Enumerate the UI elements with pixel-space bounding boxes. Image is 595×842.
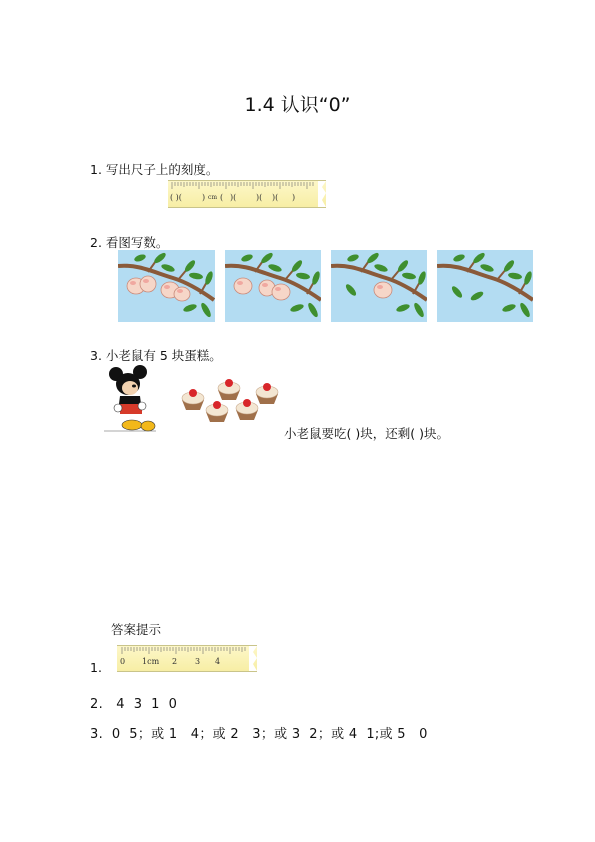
ruler-blank-4: )(	[230, 193, 237, 202]
ruler-blank-3: (	[220, 193, 224, 202]
peach-branch-illustration	[118, 250, 215, 322]
cupcake-icon	[218, 379, 240, 400]
ruler-blank-6: )(	[272, 193, 279, 202]
cupcake-icon	[236, 399, 258, 420]
cupcake-icons	[178, 378, 282, 426]
question-3-blank: 小老鼠要吃( )块，还剩( )块。	[284, 426, 449, 441]
peach-branch-illustration	[331, 250, 427, 322]
peach-branch-image-2	[225, 250, 321, 322]
ruler-blank-0: ( )(	[170, 193, 182, 202]
answer-3: 3. 0 5；或 1 4；或 2 3；或 3 2；或 4 1;或 5 0	[90, 727, 428, 742]
ruler-blank-7: )	[292, 193, 296, 202]
peach-branch-illustration	[437, 250, 533, 322]
question-1: 1. 写出尺子上的刻度。	[90, 162, 219, 177]
mouse-illustration	[104, 364, 156, 434]
answers-heading: 答案提示	[111, 622, 162, 637]
ruler-mark-3: 3	[195, 657, 201, 666]
question-3: 3. 小老鼠有 5 块蛋糕。	[90, 348, 222, 363]
ruler-ticks	[168, 181, 326, 207]
cupcake-icon	[182, 389, 204, 410]
cupcake-icon	[256, 383, 278, 404]
cupcake-icon	[206, 401, 228, 422]
ruler-question	[168, 180, 326, 208]
peach-branch-image-1	[118, 250, 215, 322]
answer-1-label: 1.	[90, 660, 102, 675]
ruler-mark-1: 1cm	[142, 657, 160, 666]
peach-branch-image-3	[331, 250, 427, 322]
ruler-blank-5: )(	[256, 193, 263, 202]
mouse-icon	[104, 364, 156, 434]
peach-branch-illustration	[225, 250, 321, 322]
page-title: 1.4 认识“0”	[244, 94, 351, 116]
peach-branch-image-4	[437, 250, 533, 322]
question-2: 2. 看图写数。	[90, 235, 169, 250]
cupcakes-group	[178, 378, 282, 426]
ruler-answer	[117, 645, 257, 672]
ruler-unit: cm	[208, 194, 218, 201]
ruler-mark-0: 0	[120, 657, 126, 666]
ruler-ticks	[117, 646, 257, 671]
ruler-mark-2: 2	[172, 657, 178, 666]
ruler-mark-4: 4	[215, 657, 221, 666]
ruler-blank-1: )	[202, 193, 206, 202]
answer-2: 2. 4 3 1 0	[90, 697, 178, 712]
